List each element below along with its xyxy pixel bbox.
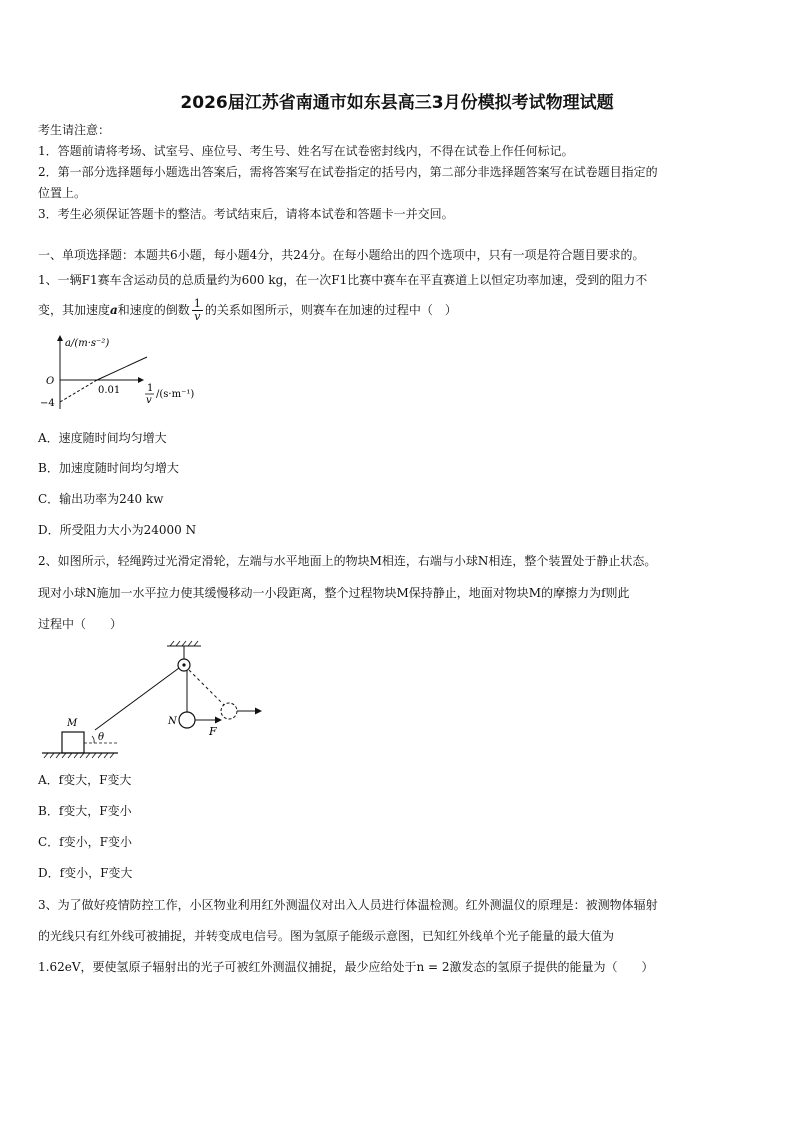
rope-dashed (189, 670, 224, 705)
q3-stem-line3: 1.62eV，要使氢原子辐射出的光子可被红外测温仪捕捉，最少应给处于n = 2激发态的氢原子提供的能量为（ ） (38, 960, 654, 974)
ceiling-support (167, 641, 201, 659)
q2-stem-line2: 现对小球N施加一水平拉力使其缓慢移动一小段距离，整个过程物块M保持静止，地面对物块M的摩擦力为f则此 (38, 586, 630, 600)
notice-item-2-cont: 位置上。 (38, 186, 87, 200)
label-theta: θ (98, 732, 105, 743)
q1-y-label: a/(m·s⁻²) (65, 338, 110, 349)
angle-arc (92, 736, 94, 743)
q1-y-tick: −4 (40, 398, 55, 409)
q2-option-b[interactable]: B．f变大，F变小 (38, 804, 132, 818)
q1-frac-num: 1 (193, 297, 201, 310)
block-m (62, 732, 84, 753)
q1-frac-den: v (194, 310, 201, 323)
pulley-axle (182, 663, 185, 666)
label-m: M (67, 718, 78, 729)
q3-stem-line1: 3、为了做好疫情防控工作，小区物业利用红外测温仪对出入人员进行体温检测。红外测温仪的原理是：被测物体辐射 (38, 898, 658, 912)
ball-n (179, 712, 195, 728)
q1-graph (35, 333, 225, 413)
q1-option-d[interactable]: D．所受阻力大小为24000 N (38, 523, 197, 537)
q1-inline-fraction (192, 298, 203, 323)
q2-figure (38, 640, 278, 765)
page-title: 2026届江苏省南通市如东县高三3月份模拟考试物理试题 (180, 93, 614, 113)
rope-left (95, 668, 179, 730)
q2-stem-line3: 过程中（ ） (38, 617, 123, 631)
q1-stem-part1: 变，其加速度 (38, 303, 111, 317)
q1-option-b[interactable]: B．加速度随时间均匀增大 (38, 461, 179, 475)
q1-option-a[interactable]: A．速度随时间均匀增大 (38, 431, 167, 445)
label-n: N (168, 716, 177, 727)
q1-line-dashed (60, 380, 97, 402)
section-heading: 一、单项选择题：本题共6小题，每小题4分，共24分。在每小题给出的四个选项中，只有一项是符合题目要求的。 (38, 248, 645, 262)
q1-stem-part3: 的关系如图所示，则赛车在加速的过程中（ ） (204, 303, 457, 317)
q1-x-tick: 0.01 (98, 385, 121, 396)
q2-option-d[interactable]: D．f变小，F变大 (38, 866, 133, 880)
q1-x-label-num: 1 (147, 383, 154, 394)
ball-dashed (221, 703, 237, 719)
q2-stem-line1: 2、如图所示，轻绳跨过光滑定滑轮，左端与水平地面上的物块M相连，右端与小球N相连，整个装置处于静止状态。 (38, 554, 657, 568)
notice-item-2: 2．第一部分选择题每小题选出答案后，需将答案写在试卷指定的括号内，第二部分非选择题答案写在试卷题目指定的 (38, 165, 658, 179)
q2-option-c[interactable]: C．f变小，F变小 (38, 835, 132, 849)
q1-x-label-unit: /(s·m⁻¹) (156, 389, 195, 400)
q1-origin: O (46, 376, 55, 387)
notice-item-1: 1．答题前请将考场、试室号、座位号、考生号、姓名写在试卷密封线内，不得在试卷上作任何标记。 (38, 144, 574, 158)
q1-line-solid (97, 357, 147, 380)
notice-heading: 考生请注意： (38, 123, 111, 137)
q1-stem-part2: 和速度的倒数 (117, 303, 190, 317)
q1-option-c[interactable]: C．输出功率为240 kw (38, 492, 164, 506)
q1-var-a: a (110, 303, 118, 317)
q1-stem-line1: 1、一辆F1赛车含运动员的总质量约为600 kg，在一次F1比赛中赛车在平直赛道上以恒定功率加速，受到的阻力不 (38, 273, 648, 287)
label-f: F (209, 725, 217, 738)
q1-stem-line2 (38, 298, 457, 323)
notice-item-3: 3．考生必须保证答题卡的整洁。考试结束后，请将本试卷和答题卡一并交回。 (38, 207, 454, 221)
q2-option-a[interactable]: A．f变大，F变大 (38, 773, 132, 787)
ground (42, 753, 118, 758)
q3-stem-line2: 的光线只有红外线可被捕捉，并转变成电信号。图为氢原子能级示意图，已知红外线单个光子能量的最大值为 (38, 929, 615, 943)
q1-x-label-den: v (146, 395, 152, 406)
